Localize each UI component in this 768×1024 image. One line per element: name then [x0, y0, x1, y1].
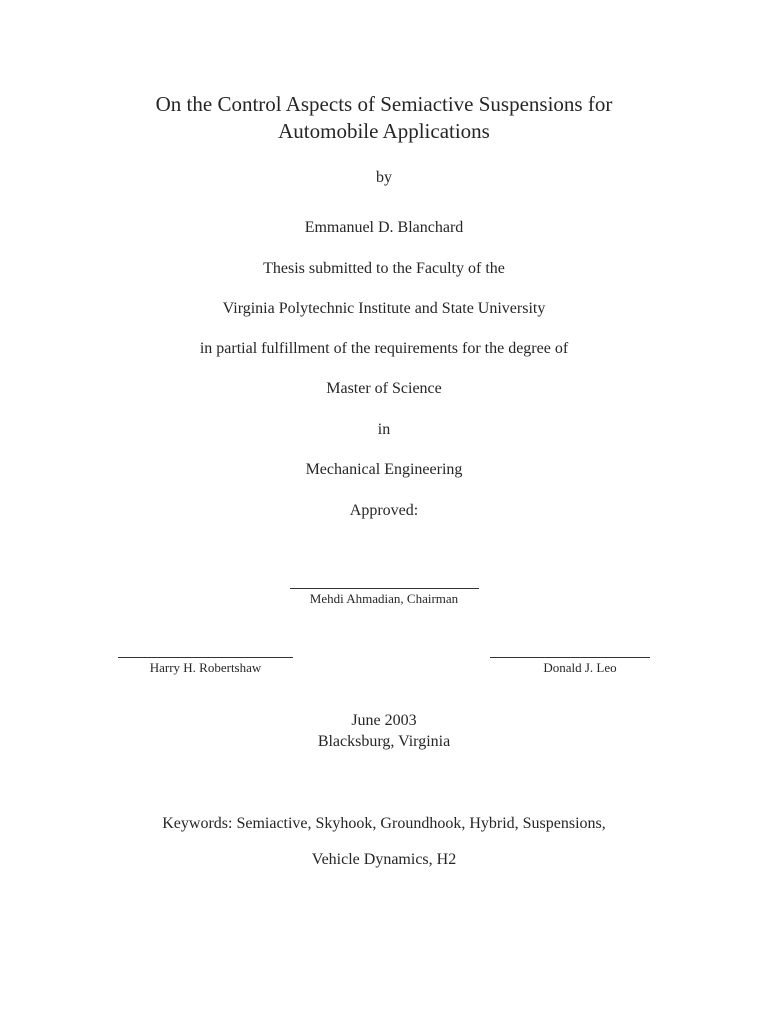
keywords-line-2: Vehicle Dynamics, H2 [311, 851, 457, 868]
title-line-2: Automobile Applications [278, 119, 490, 143]
title-line-1: On the Control Aspects of Semiactive Suspensions for [155, 92, 613, 116]
keywords-line-1: Keywords: Semiactive, Skyhook, Groundhook, Hybrid, Suspensions, [162, 815, 606, 832]
author-name: Emmanuel D. Blanchard [304, 219, 464, 236]
member2-name: Donald J. Leo [543, 660, 617, 675]
in-text: in [377, 421, 391, 438]
member1-signature-line [118, 657, 293, 658]
degree: Master of Science [326, 380, 442, 397]
by-text: by [376, 169, 392, 186]
date: June 2003 [351, 712, 417, 729]
approved-label: Approved: [349, 502, 419, 519]
place: Blacksburg, Virginia [317, 733, 451, 750]
member1-name: Harry H. Robertshaw [149, 660, 262, 675]
member2-signature-line [490, 657, 650, 658]
submission-line-3: in partial fulfillment of the requirements for the degree of [199, 340, 569, 357]
chair-signature-line [290, 588, 479, 589]
field: Mechanical Engineering [305, 461, 463, 478]
university-name: Virginia Polytechnic Institute and State University [222, 300, 546, 317]
chair-name: Mehdi Ahmadian, Chairman [309, 591, 459, 606]
submission-line-1: Thesis submitted to the Faculty of the [263, 260, 505, 277]
